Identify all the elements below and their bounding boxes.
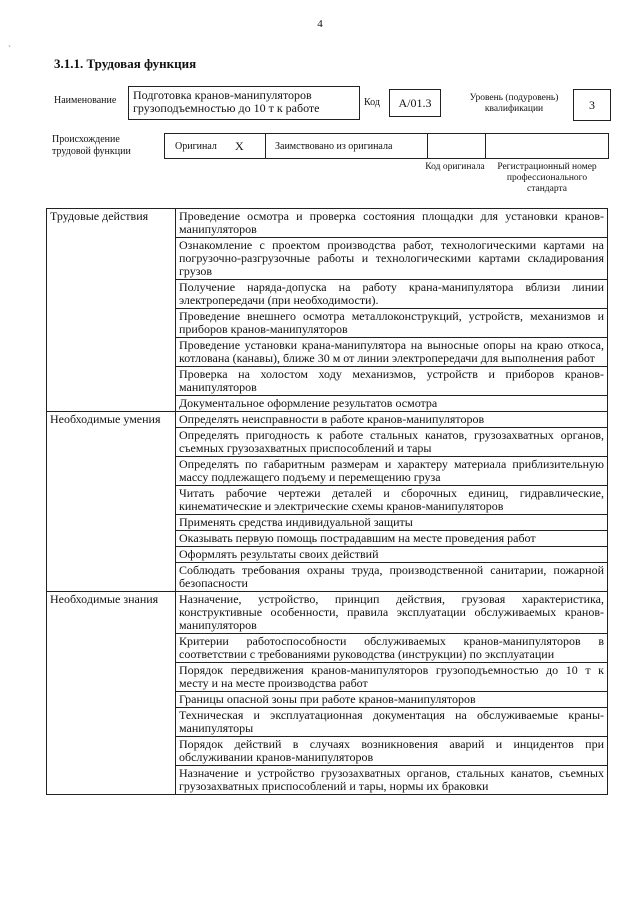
table-row [47,209,608,238]
name-label: Наименование [54,95,117,106]
level-label: Уровень (подуровень) квалификации [469,93,559,114]
table-cell: Проведение внешнего осмотра металлоконструкций, устройств, механизмов и приборов кранов-манипуляторов [176,309,608,338]
original-label: Оригинал [175,141,217,152]
name-value: Подготовка кранов-манипуляторов грузоподъемностью до 10 т к работе [133,88,320,115]
table-cell: Соблюдать требования охраны труда, производственной санитарии, пожарной безопасности [176,563,608,592]
borrowed-label: Заимствовано из оригинала [275,141,393,152]
table-cell: Определять пригодность к работе стальных канатов, грузозахватных органов, съемных грузозахватных приспособлений и тары [176,428,608,457]
name-value-box [128,86,360,120]
table-cell: Проведение осмотра и проверка состояния площадки для установки кранов-манипуляторов [176,209,608,238]
table-cell: Проверка на холостом ходу механизмов, устройств и приборов кранов-манипуляторов [176,367,608,396]
divider [427,134,428,158]
table-cell: Границы опасной зоны при работе кранов-манипуляторов [176,692,608,708]
category-cell: Необходимые умения [47,412,176,592]
original-mark: X [235,139,244,153]
table-cell: Ознакомление с проектом производства работ, технологическими картами на погрузочно-разгрузочные работы и технологическими картами складирования грузов [176,238,608,280]
code-value-box [389,89,441,117]
table-cell: Определять по габаритным размерам и характеру материала приблизительную массу подлежащего подъему и перемещению груза [176,457,608,486]
table-cell: Документальное оформление результатов осмотра [176,396,608,412]
category-cell: Трудовые действия [47,209,176,412]
table-cell: Применять средства индивидуальной защиты [176,515,608,531]
table-cell: Оформлять результаты своих действий [176,547,608,563]
function-table [46,208,608,795]
code-label: Код [364,97,380,108]
scan-mark: ` [8,44,11,54]
table-cell: Критерии работоспособности обслуживаемых кранов-манипуляторов в соответствии с требованиями руководства (инструкции) по эксплуатации [176,634,608,663]
table-cell: Техническая и эксплуатационная документация на обслуживаемые краны-манипуляторы [176,708,608,737]
table-cell: Оказывать первую помощь пострадавшим на месте проведения работ [176,531,608,547]
table-cell: Проведение установки крана-манипулятора на выносные опоры на краю откоса, котлована (канавы), ближе 30 м от линии электропередачи для выполнения работ [176,338,608,367]
table-cell: Определять неисправности в работе кранов-манипуляторов [176,412,608,428]
category-cell: Необходимые знания [47,592,176,795]
origin-row [164,133,609,159]
level-value: 3 [589,98,595,112]
section-title: 3.1.1. Трудовая функция [54,56,197,71]
origin-label: Происхождение трудовой функции [52,134,131,157]
table-cell: Получение наряда-допуска на работу крана-манипулятора вблизи линии электропередачи (при необходимости). [176,280,608,309]
code-value: А/01.3 [398,96,432,110]
table-cell: Назначение, устройство, принцип действия, грузовая характеристика, конструктивные особенности, правила эксплуатации обслуживаемых кранов-манипуляторов [176,592,608,634]
origin-code-label: Код оригинала [425,162,485,172]
divider [485,134,486,158]
table-cell: Назначение и устройство грузозахватных органов, стальных канатов, съемных грузозахватных приспособлений и тары, нормы их браковки [176,766,608,795]
table-cell: Порядок передвижения кранов-манипуляторов грузоподъемностью до 10 т к месту и на месте производства работ [176,663,608,692]
table-row [47,412,608,428]
table-row [47,592,608,634]
table-cell: Порядок действий в случаях возникновения аварий и инцидентов при обслуживании кранов-манипуляторов [176,737,608,766]
page-number: 4 [317,18,323,30]
table-cell: Читать рабочие чертежи деталей и сборочных единиц, гидравлические, кинематические и электрические схемы кранов-манипуляторов [176,486,608,515]
registration-number-label: Регистрационный номер профессионального стандарта [497,162,597,194]
divider [265,134,266,158]
level-value-box [573,89,611,121]
